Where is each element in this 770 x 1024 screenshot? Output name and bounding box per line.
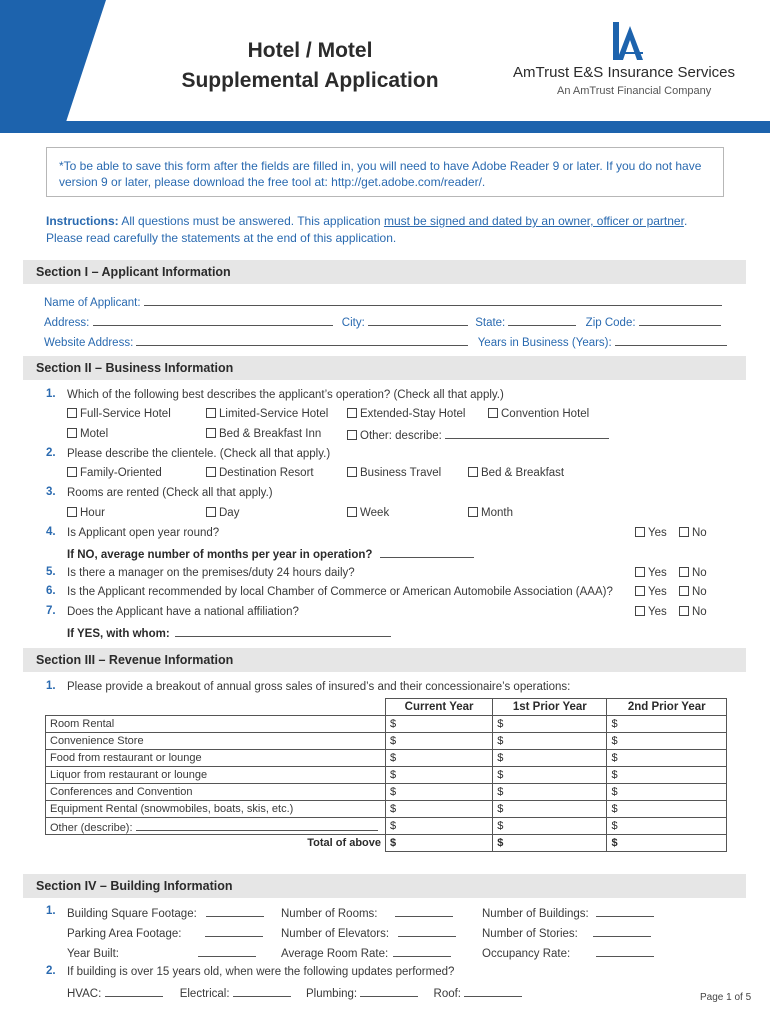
page-title — [150, 36, 470, 96]
q3-text: Rooms are rented (Check all that apply.) — [67, 487, 273, 499]
other-describe-field[interactable] — [136, 819, 378, 831]
q3-option[interactable] — [468, 506, 513, 520]
prior-year-1-cell[interactable]: $ — [493, 767, 607, 784]
q3-option[interactable] — [206, 506, 239, 520]
current-year-cell[interactable]: $ — [386, 733, 493, 750]
revenue-table — [45, 698, 727, 852]
page-number: Page 1 of 5 — [700, 992, 752, 1003]
q5-number: 5. — [46, 566, 56, 578]
current-year-cell[interactable]: $ — [386, 784, 493, 801]
q2-text: Please describe the clientele. (Check all that apply.) — [67, 448, 331, 460]
parking-row — [67, 925, 263, 941]
roof-label: Roof: — [433, 988, 462, 1000]
q1-option[interactable] — [488, 407, 589, 421]
q1-text: Which of the following best describes the applicant’s operation? (Check all that apply.) — [67, 389, 504, 401]
checkbox[interactable] — [67, 428, 77, 438]
website-label: Website Address: — [44, 337, 134, 349]
checkbox[interactable] — [635, 606, 645, 616]
plumbing-field[interactable] — [360, 985, 418, 997]
q1-option[interactable] — [67, 427, 108, 441]
prior-year-1-cell[interactable]: $ — [493, 733, 607, 750]
q5-yes[interactable] — [635, 566, 667, 580]
buildings-field[interactable] — [596, 905, 654, 917]
section-4-header: Section IV – Building Information — [23, 874, 746, 898]
other-describe-field[interactable] — [445, 427, 609, 439]
zip-field[interactable] — [639, 314, 721, 326]
city-field[interactable] — [368, 314, 468, 326]
q4-followup — [67, 546, 474, 562]
roof-field[interactable] — [464, 985, 522, 997]
instructions-text: All questions must be answered. This application — [121, 214, 381, 228]
stories-field[interactable] — [593, 925, 651, 937]
stories-row — [482, 925, 651, 941]
yes-label: Yes — [648, 567, 667, 579]
year-built-field[interactable] — [198, 945, 256, 957]
prior-year-2-cell[interactable]: $ — [607, 767, 727, 784]
checkbox[interactable] — [206, 467, 216, 477]
header-band — [0, 121, 770, 133]
instructions-label: Instructions: — [46, 214, 119, 228]
current-year-cell[interactable]: $ — [386, 750, 493, 767]
option-label: Limited-Service Hotel — [219, 408, 329, 420]
q7-followup-label: If YES, with whom: — [67, 628, 170, 640]
section-2-header: Section II – Business Information — [23, 356, 746, 380]
q1-number: 1. — [46, 388, 56, 400]
sq-footage-field[interactable] — [206, 905, 264, 917]
stories-label: Number of Stories: — [482, 928, 578, 940]
q6-number: 6. — [46, 585, 56, 597]
website-field[interactable] — [136, 334, 468, 346]
section-3-header: Section III – Revenue Information — [23, 648, 746, 672]
yes-label: Yes — [648, 586, 667, 598]
q6-yes[interactable] — [635, 585, 667, 599]
parking-field[interactable] — [205, 925, 263, 937]
address-field[interactable] — [93, 314, 333, 326]
q2-option[interactable] — [206, 466, 314, 480]
table-row — [46, 818, 727, 835]
current-year-cell[interactable]: $ — [386, 716, 493, 733]
parking-label: Parking Area Footage: — [67, 928, 182, 940]
yes-label: Yes — [648, 527, 667, 539]
amtrust-logo-icon — [613, 22, 647, 60]
hvac-label: HVAC: — [67, 988, 102, 1000]
total-row — [46, 835, 727, 852]
table-row — [46, 784, 727, 801]
q7-text: Does the Applicant have a national affiliation? — [67, 606, 299, 618]
checkbox[interactable] — [635, 527, 645, 537]
no-label: No — [692, 586, 707, 598]
avg-rate-row — [281, 945, 451, 961]
brand-name: AmTrust E&S Insurance Services — [513, 64, 736, 81]
title-line-1: Hotel / Motel — [247, 39, 373, 62]
total-label: Total of above — [46, 835, 386, 852]
table-row — [46, 733, 727, 750]
q7-followup — [67, 625, 391, 641]
rooms-label: Number of Rooms: — [281, 908, 378, 920]
website-row — [44, 334, 727, 350]
table-row — [46, 750, 727, 767]
row-label: Equipment Rental (snowmobiles, boats, skis, etc.) — [46, 801, 386, 818]
plumbing-label: Plumbing: — [305, 988, 358, 1000]
years-field[interactable] — [615, 334, 727, 346]
table-row — [46, 801, 727, 818]
s4-q2-text: If building is over 15 years old, when were the following updates performed? — [67, 966, 455, 978]
prior-year-1-cell[interactable]: $ — [493, 716, 607, 733]
header-corner-shape — [0, 0, 112, 122]
option-label: Business Travel — [360, 467, 442, 479]
q5-no[interactable] — [679, 566, 707, 580]
q3-number: 3. — [46, 486, 56, 498]
prior-year-2-total[interactable]: $ — [607, 835, 727, 852]
year-built-label: Year Built: — [67, 948, 119, 960]
prior-year-2-cell[interactable]: $ — [607, 818, 727, 835]
option-label: Motel — [80, 428, 109, 440]
current-year-total[interactable]: $ — [386, 835, 493, 852]
years-label: Years in Business (Years): — [477, 337, 612, 349]
option-label: Day — [219, 507, 240, 519]
applicant-name-field[interactable] — [144, 294, 722, 306]
other-label: Other (describe): — [50, 821, 133, 834]
checkbox[interactable] — [679, 586, 689, 596]
checkbox[interactable] — [679, 527, 689, 537]
q5-text: Is there a manager on the premises/duty 24 hours daily? — [67, 567, 355, 579]
checkbox[interactable] — [206, 507, 216, 517]
prior-year-2-cell[interactable]: $ — [607, 750, 727, 767]
option-label: Month — [481, 507, 513, 519]
q4-followup-label: If NO, average number of months per year in operation? — [67, 549, 373, 561]
prior-year-2-cell[interactable]: $ — [607, 801, 727, 818]
city-label: City: — [341, 317, 365, 329]
prior-year-1-cell[interactable]: $ — [493, 784, 607, 801]
column-header: 1st Prior Year — [493, 699, 607, 716]
prior-year-1-total[interactable]: $ — [493, 835, 607, 852]
q3-option[interactable] — [67, 506, 105, 520]
s4-q2-number: 2. — [46, 965, 56, 977]
table-row — [46, 716, 727, 733]
option-label: Extended-Stay Hotel — [360, 408, 466, 420]
column-header: 2nd Prior Year — [607, 699, 727, 716]
q2-number: 2. — [46, 447, 56, 459]
q7-number: 7. — [46, 605, 56, 617]
row-label: Convenience Store — [46, 733, 386, 750]
brand-subtitle: An AmTrust Financial Company — [557, 85, 712, 97]
title-line-2: Supplemental Application — [181, 69, 439, 92]
q1-option[interactable] — [67, 407, 171, 421]
checkbox[interactable] — [679, 567, 689, 577]
electrical-label: Electrical: — [179, 988, 230, 1000]
checkbox[interactable] — [347, 467, 357, 477]
current-year-cell[interactable]: $ — [386, 818, 493, 835]
adobe-notice: *To be able to save this form after the fields are filled in, you will need to have Adobe Reader 9 or later. If you do not have version 9 or later, please download the free tool at: http://get.adobe.com/reader/. — [46, 147, 724, 197]
affiliation-field[interactable] — [175, 625, 391, 637]
occupancy-label: Occupancy Rate: — [482, 948, 571, 960]
current-year-cell[interactable]: $ — [386, 801, 493, 818]
q1-option[interactable] — [347, 407, 465, 421]
prior-year-2-cell[interactable]: $ — [607, 733, 727, 750]
applicant-name-row — [44, 294, 722, 310]
state-label: State: — [475, 317, 506, 329]
q6-no[interactable] — [679, 585, 707, 599]
row-label: Conferences and Convention — [46, 784, 386, 801]
no-label: No — [692, 567, 707, 579]
option-label: Bed & Breakfast — [481, 467, 565, 479]
q4-number: 4. — [46, 526, 56, 538]
yes-label: Yes — [648, 606, 667, 618]
checkbox[interactable] — [635, 586, 645, 596]
elevators-row — [281, 925, 456, 941]
checkbox[interactable] — [679, 606, 689, 616]
q7-yes[interactable] — [635, 605, 667, 619]
checkbox[interactable] — [488, 408, 498, 418]
instructions — [46, 213, 736, 247]
checkbox[interactable] — [468, 467, 478, 477]
zip-label: Zip Code: — [585, 317, 636, 329]
row-label: Food from restaurant or lounge — [46, 750, 386, 767]
q2-option[interactable] — [67, 466, 162, 480]
q1-option[interactable] — [206, 407, 328, 421]
s3-q1-text: Please provide a breakout of annual gross sales of insured’s and their concessionaire’s operations: — [67, 681, 571, 693]
s3-q1-number: 1. — [46, 680, 56, 692]
checkbox[interactable] — [206, 428, 216, 438]
prior-year-2-cell[interactable]: $ — [607, 784, 727, 801]
checkbox[interactable] — [347, 507, 357, 517]
months-field[interactable] — [380, 546, 474, 558]
q3-option[interactable] — [347, 506, 389, 520]
checkbox[interactable] — [67, 507, 77, 517]
checkbox[interactable] — [206, 408, 216, 418]
q2-option[interactable] — [468, 466, 564, 480]
prior-year-2-cell[interactable]: $ — [607, 716, 727, 733]
option-label: Family-Oriented — [80, 467, 162, 479]
instructions-period: . — [683, 214, 688, 228]
year-built-row — [67, 945, 256, 961]
row-label-other — [46, 818, 386, 835]
option-label: Hour — [80, 507, 105, 519]
current-year-cell[interactable]: $ — [386, 767, 493, 784]
section-1-header: Section I – Applicant Information — [23, 260, 746, 284]
q2-option[interactable] — [347, 466, 441, 480]
column-header: Current Year — [386, 699, 493, 716]
occupancy-field[interactable] — [596, 945, 654, 957]
checkbox[interactable] — [347, 430, 357, 440]
option-label: Convention Hotel — [501, 408, 590, 420]
checkbox[interactable] — [67, 408, 77, 418]
q4-yes[interactable] — [635, 526, 667, 540]
prior-year-1-cell[interactable]: $ — [493, 801, 607, 818]
address-label: Address: — [44, 317, 90, 329]
avg-rate-label: Average Room Rate: — [281, 948, 389, 960]
applicant-name-label: Name of Applicant: — [44, 297, 141, 309]
checkbox[interactable] — [347, 408, 357, 418]
q4-no[interactable] — [679, 526, 707, 540]
no-label: No — [692, 606, 707, 618]
rooms-row — [281, 905, 453, 921]
option-label: Bed & Breakfast Inn — [219, 428, 322, 440]
prior-year-1-cell[interactable]: $ — [493, 818, 607, 835]
sq-footage-row — [67, 905, 264, 921]
s4-q1-number: 1. — [46, 905, 56, 917]
table-corner — [46, 699, 386, 716]
table-row — [46, 767, 727, 784]
occupancy-row — [482, 945, 654, 961]
no-label: No — [692, 527, 707, 539]
sq-footage-label: Building Square Footage: — [67, 908, 197, 920]
avg-rate-field[interactable] — [393, 945, 451, 957]
rooms-field[interactable] — [395, 905, 453, 917]
q1-option-other[interactable] — [347, 427, 609, 443]
state-field[interactable] — [508, 314, 576, 326]
q4-text: Is Applicant open year round? — [67, 527, 220, 539]
elevators-field[interactable] — [398, 925, 456, 937]
checkbox[interactable] — [468, 507, 478, 517]
buildings-label: Number of Buildings: — [482, 908, 589, 920]
buildings-row — [482, 905, 654, 921]
instructions-signature-note: must be signed and dated by an owner, officer or partner — [383, 214, 684, 228]
option-label: Destination Resort — [219, 467, 314, 479]
checkbox[interactable] — [67, 467, 77, 477]
row-label: Room Rental — [46, 716, 386, 733]
electrical-field[interactable] — [233, 985, 291, 997]
option-label: Week — [360, 507, 390, 519]
elevators-label: Number of Elevators: — [281, 928, 390, 940]
q6-text: Is the Applicant recommended by local Chamber of Commerce or American Automobile Association (AAA)? — [67, 586, 613, 598]
hvac-field[interactable] — [105, 985, 163, 997]
checkbox[interactable] — [635, 567, 645, 577]
instructions-line-2: Please read carefully the statements at the end of this application. — [46, 231, 397, 245]
q1-option[interactable] — [206, 427, 321, 441]
option-label: Other: describe: — [360, 430, 442, 442]
updates-row — [67, 985, 522, 1001]
address-row — [44, 314, 721, 330]
row-label: Liquor from restaurant or lounge — [46, 767, 386, 784]
option-label: Full-Service Hotel — [80, 408, 171, 420]
table-header-row — [46, 699, 727, 716]
prior-year-1-cell[interactable]: $ — [493, 750, 607, 767]
q7-no[interactable] — [679, 605, 707, 619]
